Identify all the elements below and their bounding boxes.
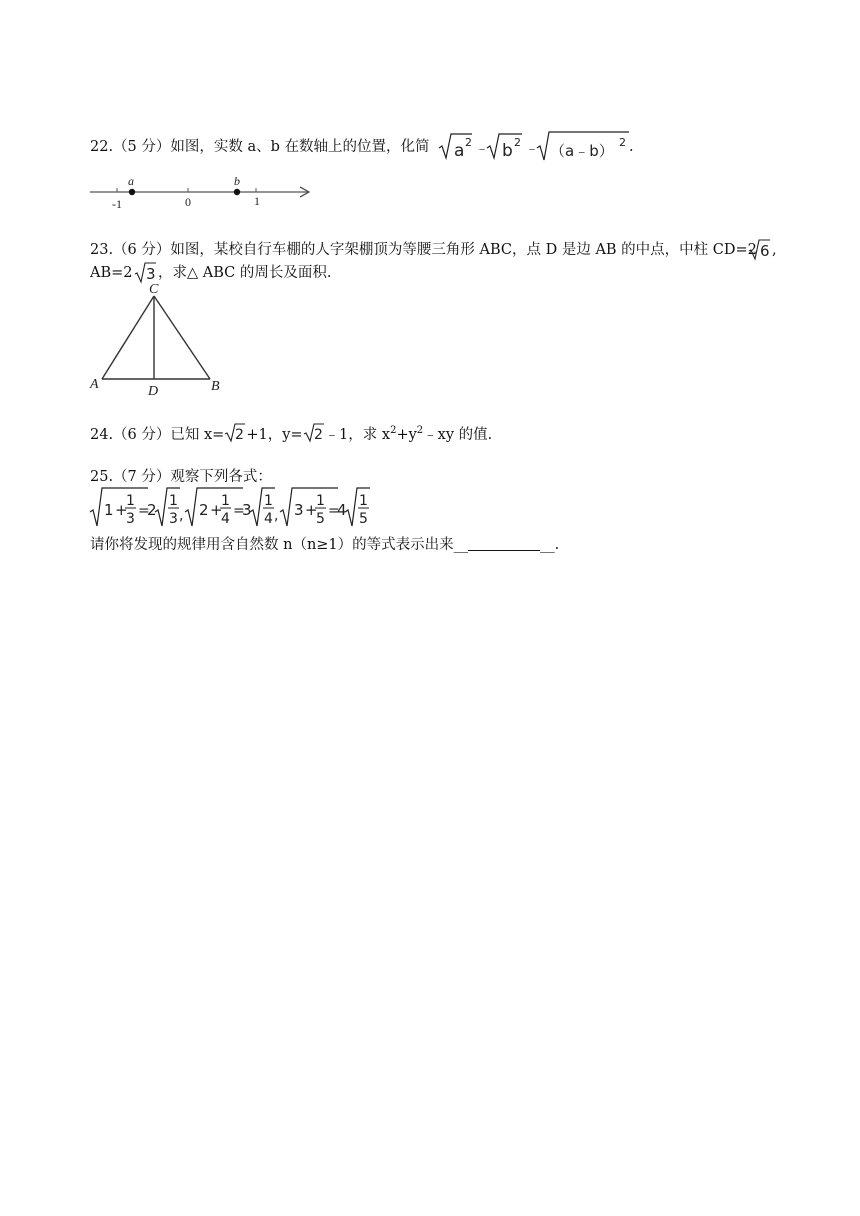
q25-line1: 25.（7 分）观察下列各式： xyxy=(90,469,272,485)
svg-text:4: 4 xyxy=(337,501,347,519)
svg-text:5: 5 xyxy=(359,511,368,527)
q25-formula-2 xyxy=(185,488,278,527)
svg-text:1: 1 xyxy=(316,493,325,509)
q22-minus-1: ﹣ xyxy=(475,141,489,157)
svg-text:4: 4 xyxy=(264,511,273,527)
q22-radicand-a: a xyxy=(454,141,465,161)
svg-text:=: = xyxy=(233,503,245,519)
svg-text:,: , xyxy=(179,508,184,524)
svg-text:+: + xyxy=(305,501,318,519)
q22-exp-2: 2 xyxy=(514,136,521,149)
q22-radicand-ab: （a﹣b） xyxy=(550,142,614,160)
q23-rad-6: 6 xyxy=(760,242,770,260)
tick-label-1: 1 xyxy=(254,194,260,208)
svg-text:5: 5 xyxy=(316,511,325,527)
vertex-a-label: A xyxy=(90,377,99,392)
svg-text:3: 3 xyxy=(242,501,252,519)
svg-text:1: 1 xyxy=(169,493,178,509)
tick-label-neg1: -1 xyxy=(112,197,122,211)
q23-rad-3: 3 xyxy=(146,265,156,283)
point-b-marker xyxy=(234,189,240,195)
point-a-label: a xyxy=(128,174,134,188)
svg-text:1: 1 xyxy=(264,493,273,509)
svg-text:2: 2 xyxy=(313,426,323,443)
q22-radical-expression xyxy=(437,128,637,164)
svg-text:,: , xyxy=(274,508,279,524)
svg-text:+: + xyxy=(115,501,128,519)
q23-line1: 23.（6 分）如图，某校自行车棚的人字架棚顶为等腰三角形 ABC，点 D 是边 AB 的中点，中柱 CD=2 xyxy=(90,242,757,258)
svg-text:2: 2 xyxy=(235,426,245,443)
q22-text: 22.（5 分）如图，实数 a、b 在数轴上的位置，化简 xyxy=(90,139,430,155)
svg-text:4: 4 xyxy=(221,511,230,527)
q23-triangle-figure xyxy=(88,278,228,400)
q23-line2-start: AB=2 xyxy=(90,265,133,281)
svg-text:1: 1 xyxy=(221,493,230,509)
q24-sqrt2-x xyxy=(224,423,246,443)
svg-text:3: 3 xyxy=(294,501,304,519)
tick-label-0: 0 xyxy=(185,195,191,209)
q22-exp-1: 2 xyxy=(465,136,472,149)
vertex-c-label: C xyxy=(149,282,159,297)
svg-text:=: = xyxy=(138,503,150,519)
q25-formulas xyxy=(88,486,378,530)
q22-exp-3: 2 xyxy=(619,136,626,149)
svg-text:1: 1 xyxy=(126,493,135,509)
q22-minus-2: ﹣ xyxy=(525,141,539,157)
q23-sqrt6 xyxy=(748,238,772,262)
svg-text:1: 1 xyxy=(359,493,368,509)
q25-formula-3 xyxy=(280,488,370,527)
q22-end: . xyxy=(629,139,634,155)
svg-text:2: 2 xyxy=(199,501,209,519)
vertex-b-label: B xyxy=(211,379,220,394)
q25-line3: 请你将发现的规律用含自然数 n（n≥1）的等式表示出来__ __. xyxy=(90,537,560,553)
svg-text:=: = xyxy=(328,503,340,519)
point-d-label: D xyxy=(148,384,159,399)
svg-text:+: + xyxy=(210,501,223,519)
svg-text:2: 2 xyxy=(147,501,157,519)
q24-line: 24.（6 分）已知 x= 2 +1，y= 2 ﹣1，求 $x^2+y^2﹣xy$ 的值. xyxy=(90,421,492,445)
q25-formula-1 xyxy=(90,488,183,527)
point-b-label: b xyxy=(234,174,240,188)
q23-line1-end: , xyxy=(772,242,777,258)
q22-radicand-b: b xyxy=(502,141,513,161)
svg-text:3: 3 xyxy=(126,511,135,527)
q22-number-line xyxy=(88,170,318,212)
svg-text:1: 1 xyxy=(104,501,114,519)
q24-sqrt2-y xyxy=(303,423,325,443)
answer-blank[interactable] xyxy=(468,536,540,551)
point-a-marker xyxy=(129,189,135,195)
q23-line2-end: ，求△ ABC 的周长及面积. xyxy=(158,265,332,281)
svg-text:3: 3 xyxy=(169,511,178,527)
